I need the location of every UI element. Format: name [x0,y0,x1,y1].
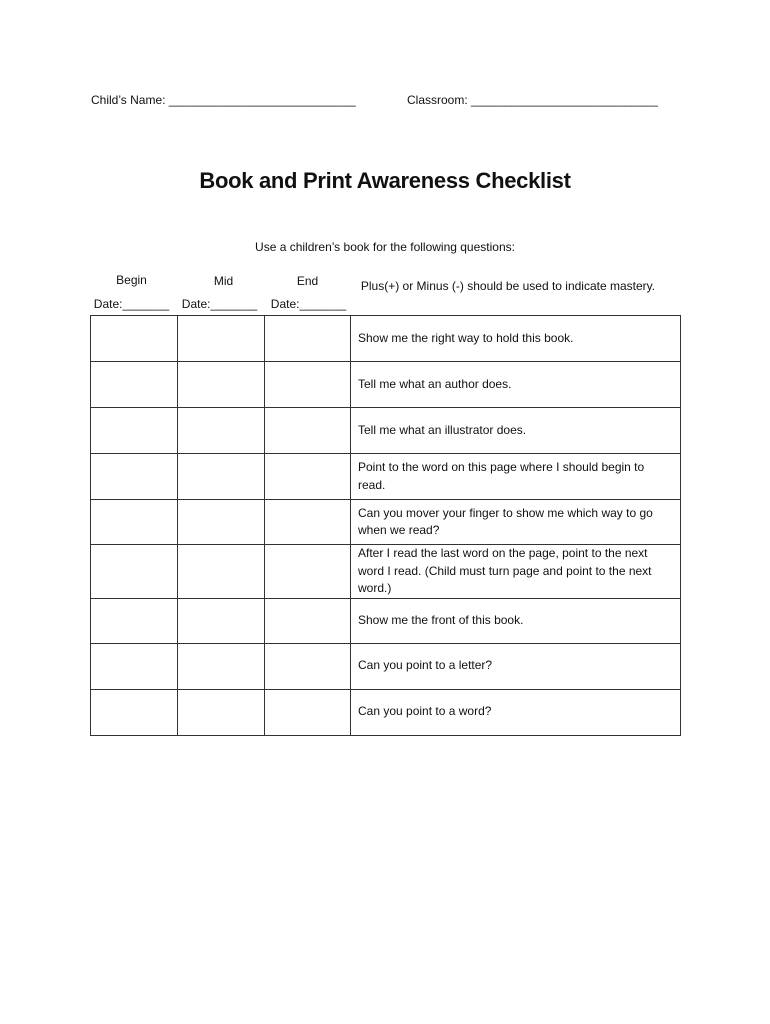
mastery-note: Plus(+) or Minus (-) should be used to indicate mastery. [360,279,656,293]
childs-name-field: Child’s Name: ____________________________ [91,93,356,107]
end-cell[interactable] [265,500,351,545]
end-cell[interactable] [265,408,351,454]
table-row [91,408,681,454]
question-cell: Can you point to a word? [351,689,681,735]
checklist-table [90,315,681,736]
question-cell: Can you point to a letter? [351,643,681,689]
mid-cell[interactable] [178,643,265,689]
table-row [91,454,681,500]
classroom-field: Classroom: ____________________________ [407,93,658,107]
begin-cell[interactable] [91,689,178,735]
end-column-header: End [296,274,319,288]
instructions: Use a children’s book for the following questions: [255,240,515,254]
end-cell[interactable] [265,643,351,689]
mid-cell[interactable] [178,689,265,735]
mid-column-header: Mid [213,274,234,288]
table-row [91,362,681,408]
end-cell[interactable] [265,316,351,362]
begin-cell[interactable] [91,643,178,689]
end-cell[interactable] [265,454,351,500]
table-row [91,643,681,689]
table-row [91,316,681,362]
begin-column-header: Begin [116,273,147,287]
question-cell: Show me the right way to hold this book. [351,316,681,362]
begin-cell[interactable] [91,316,178,362]
mid-date-field: Date:_______ [181,297,258,311]
mid-cell[interactable] [178,316,265,362]
table-row [91,689,681,735]
end-cell[interactable] [265,598,351,643]
end-date-field: Date:_______ [270,297,347,311]
question-cell: After I read the last word on the page, point to the next word I read. (Child must turn page and point to the next word.) [351,545,681,599]
begin-cell[interactable] [91,598,178,643]
table-row [91,545,681,599]
table-row [91,598,681,643]
page-title: Book and Print Awareness Checklist [199,168,571,193]
mid-cell[interactable] [178,500,265,545]
mid-cell[interactable] [178,408,265,454]
begin-cell[interactable] [91,454,178,500]
begin-cell[interactable] [91,500,178,545]
begin-cell[interactable] [91,408,178,454]
question-cell: Tell me what an illustrator does. [351,408,681,454]
mid-cell[interactable] [178,454,265,500]
end-cell[interactable] [265,545,351,599]
table-row [91,500,681,545]
begin-cell[interactable] [91,545,178,599]
question-cell: Show me the front of this book. [351,598,681,643]
question-cell: Tell me what an author does. [351,362,681,408]
mid-cell[interactable] [178,545,265,599]
mid-cell[interactable] [178,598,265,643]
question-cell: Point to the word on this page where I should begin to read. [351,454,681,500]
begin-date-field: Date:_______ [93,297,170,311]
question-cell: Can you mover your finger to show me which way to go when we read? [351,500,681,545]
end-cell[interactable] [265,689,351,735]
mid-cell[interactable] [178,362,265,408]
end-cell[interactable] [265,362,351,408]
begin-cell[interactable] [91,362,178,408]
